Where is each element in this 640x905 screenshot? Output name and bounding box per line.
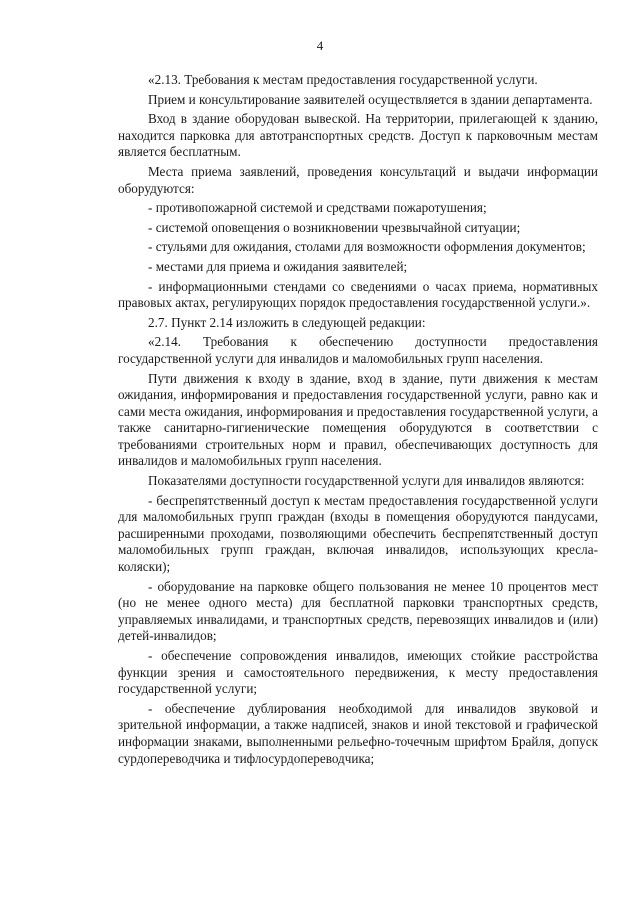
paragraph: Места приема заявлений, проведения консультаций и выдачи информации оборудуются:	[118, 163, 598, 196]
list-item: - обеспечение дублирования необходимой для инвалидов звуковой и зрительной информации, а также надписей, знаков и иной текстовой и графической информации знаками, выполненными рельефно-точечным шрифтом Брайля, допуск сурдопереводчика и тифлосурдопереводчика;	[118, 700, 598, 766]
page-number: 4	[316, 38, 324, 53]
list-item: - стульями для ожидания, столами для возможности оформления документов;	[148, 239, 586, 255]
paragraph: 2.7. Пункт 2.14 изложить в следующей редакции:	[148, 314, 426, 330]
list-item: - обеспечение сопровождения инвалидов, имеющих стойкие расстройства функции зрения и самостоятельного передвижения, к месту предоставления государственной услуги;	[118, 648, 598, 697]
paragraph: Пути движения к входу в здание, вход в здание, пути движения к местам ожидания, информирования и предоставления государственной услуги, равно как и сами места ожидания, информирования и предоставления государственной услуги, а также санитарно-гигиенические помещения оборудуются в соответствии с требованиями строительных норм и правил, обеспечивающих доступность для инвалидов и маломобильных групп населения.	[118, 370, 598, 469]
paragraph: Прием и консультирование заявителей осуществляется в здании департамента.	[148, 91, 593, 107]
paragraph: Показателями доступности государственной услуги для инвалидов являются:	[148, 473, 585, 489]
list-item: - беспрепятственный доступ к местам предоставления государственной услуги для маломобильных групп граждан (входы в помещения оборудуются пандусами, расширенными проходами, позволяющими обеспечить беспрепятственный доступ маломобильных групп граждан, включая инвалидов, использующих кресла-коляски);	[118, 492, 598, 575]
list-item: - системой оповещения о возникновении чрезвычайной ситуации;	[148, 219, 521, 235]
paragraph: «2.14. Требования к обеспечению доступности предоставления государственной услуги для инвалидов и маломобильных групп населения.	[118, 334, 598, 366]
list-item: - информационными стендами со сведениями о часах приема, нормативных правовых актах, регулирующих порядок предоставления государственной услуги.».	[118, 278, 598, 311]
paragraph: Вход в здание оборудован вывеской. На территории, прилегающей к зданию, находится парковка для автотранспортных средств. Доступ к парковочным местам является бесплатным.	[118, 111, 598, 160]
document-body	[118, 72, 598, 770]
list-item: - местами для приема и ожидания заявителей;	[148, 258, 408, 274]
list-item: - противопожарной системой и средствами пожаротушения;	[148, 200, 487, 216]
list-item: - оборудование на парковке общего пользования не менее 10 процентов мест (но не менее одного места) для бесплатной парковки транспортных средств, управляемых инвалидами, и транспортных средств, перевозящих инвалидов и (или) детей-инвалидов;	[118, 578, 598, 644]
paragraph: «2.13. Требования к местам предоставления государственной услуги.	[148, 72, 538, 87]
